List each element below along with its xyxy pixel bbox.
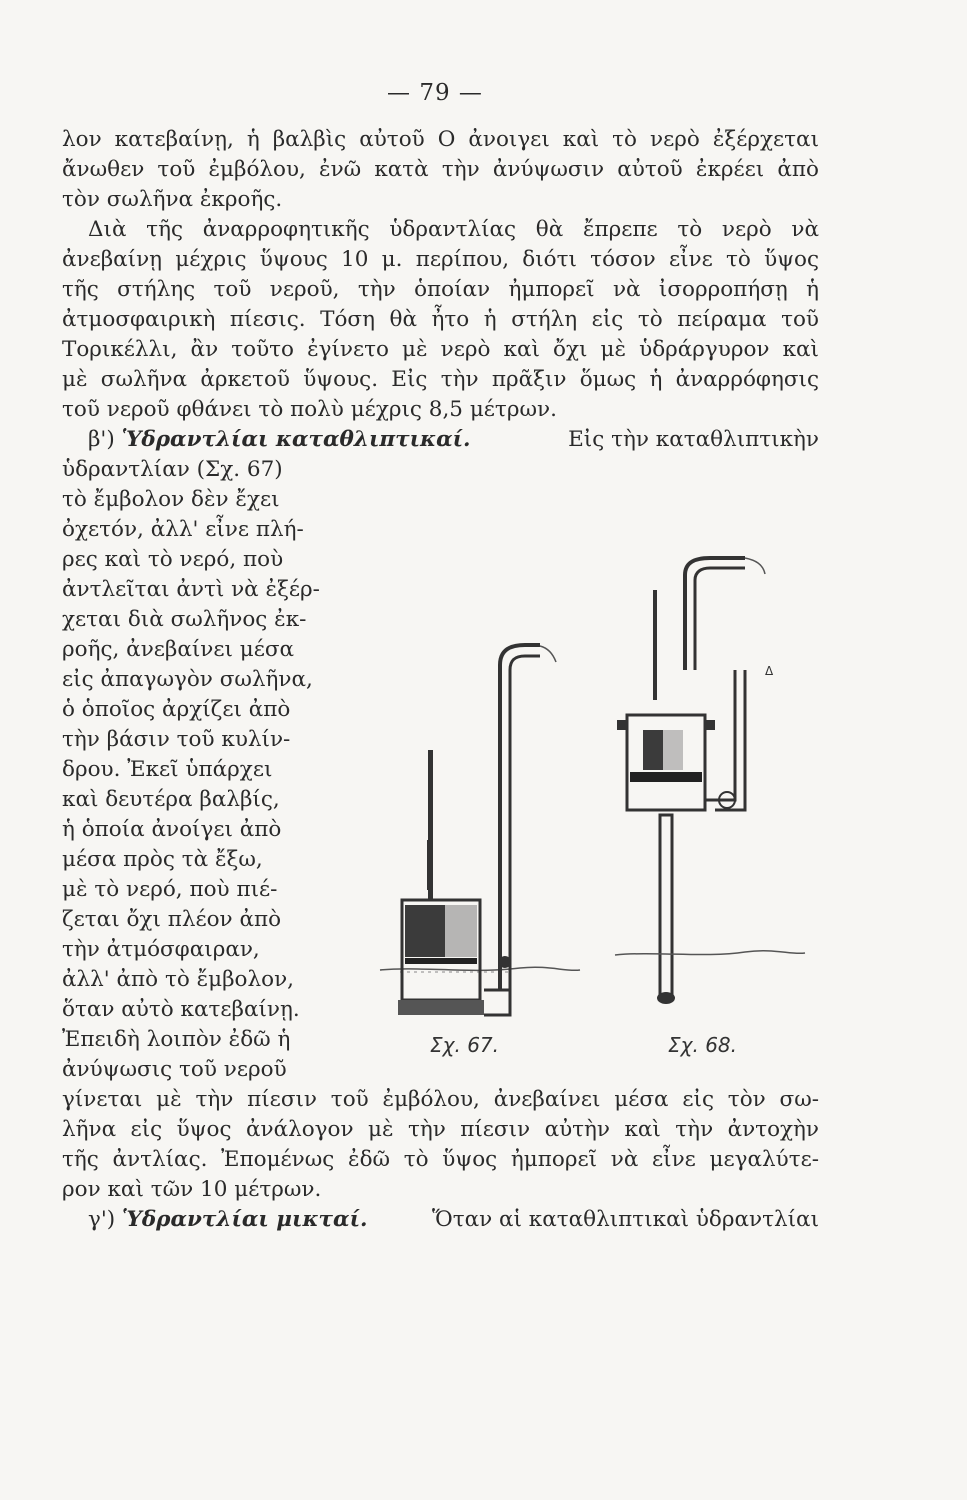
section-b-label: β') xyxy=(88,427,115,452)
text-line: Διὰ τῆς ἀναρροφητικῆς ὑδραντλίας θὰ ἔπρεπε τὸ νερὸ νὰ xyxy=(88,217,819,242)
text-line: εἰς ἀπαγωγὸν σωλῆνα, xyxy=(62,667,313,692)
figure-67-caption: Σχ. 67. xyxy=(430,1033,499,1057)
water-surface xyxy=(615,951,805,955)
suction-tube xyxy=(660,815,672,1000)
text-line: ζεται ὄχι πλέον ἀπὸ xyxy=(62,907,282,932)
text-line: τὸν σωλῆνα ἐκροῆς. xyxy=(62,187,283,212)
text-line: ὁ ὁποῖος ἀρχίζει ἀπὸ xyxy=(62,697,291,722)
text-line: ρες καὶ τὸ νερό, ποὺ xyxy=(62,547,284,572)
text-line: γίνεται μὲ τὴν πίεσιν τοῦ ἐμβόλου, ἀνεβαίνει μέσα εἰς τὸν σω- xyxy=(62,1087,819,1112)
figure-68-pump xyxy=(615,550,805,1030)
text-line: τῆς στήλης τοῦ νεροῦ, τὴν ὁποίαν ἠμπορεῖ νὰ ἰσορροπήσῃ ἡ xyxy=(62,277,819,302)
text-line: ἀνύψωσις τοῦ νεροῦ xyxy=(62,1057,287,1082)
text-line: τοῦ νεροῦ φθάνει τὸ πολὺ μέχρις 8,5 μέτρων. xyxy=(62,397,557,422)
delivery-valve xyxy=(499,956,511,968)
section-c-heading-line xyxy=(88,1205,819,1235)
figure-67-force-pump xyxy=(380,570,580,1050)
text-line: τὸ ἔμβολον δὲν ἔχει xyxy=(62,487,280,512)
section-c-label: γ') xyxy=(88,1207,116,1232)
text-line: ὀχετόν, ἀλλ' εἶνε πλή- xyxy=(62,517,304,542)
text-line: ἀντλεῖται ἀντὶ νὰ ἐξέρ- xyxy=(62,577,320,602)
text-line: ἀτμοσφαιρικὴ πίεσις. Τόση θὰ ἦτο ἡ στήλη εἰς τὸ πείραμα τοῦ xyxy=(62,307,819,332)
text-line: ροῆς, ἀνεβαίνει μέσα xyxy=(62,637,295,662)
page-number: — 79 — xyxy=(387,80,483,106)
piston xyxy=(630,772,702,782)
piston xyxy=(405,905,445,957)
text-line: ἀνεβαίνῃ μέχρις ὕψους 10 μ. περίπου, διότι τόσον εἶνε τὸ ὕψος xyxy=(62,247,819,272)
section-b-heading: Ὑδραντλίαι καταθλιπτικαί. xyxy=(121,427,471,452)
section-c-heading: Ὑδραντλίαι μικταί. xyxy=(122,1207,368,1232)
text-line: μὲ τὸ νερό, ποὺ πιέ- xyxy=(62,877,278,902)
text-line: ἀλλ' ἀπὸ τὸ ἔμβολον, xyxy=(62,967,294,992)
text-line: χεται διὰ σωλῆνος ἐκ- xyxy=(62,607,307,632)
section-c-text: Ὅταν αἱ καταθλιπτικαὶ ὑδραντλίαι xyxy=(431,1207,819,1232)
text-line: δρου. Ἐκεῖ ὑπάρχει xyxy=(62,757,273,782)
section-b-heading-line xyxy=(88,425,819,455)
figure-68-label: Δ xyxy=(765,664,774,678)
text-line: τῆς ἀντλίας. Ἐπομένως ἐδῶ τὸ ὕψος ἠμπορεῖ νὰ εἶνε μεγαλύτε- xyxy=(62,1147,819,1172)
figure-68-caption: Σχ. 68. xyxy=(668,1033,737,1057)
section-b-text: Εἰς τὴν καταθλιπτικὴν xyxy=(568,427,819,452)
text-line: καὶ δευτέρα βαλβίς, xyxy=(62,787,280,812)
text-line: τὴν βάσιν τοῦ κυλίν- xyxy=(62,727,291,752)
text-line: Ἐπειδὴ λοιπὸν ἐδῶ ἡ xyxy=(62,1027,291,1052)
text-line: λον κατεβαίνῃ, ἡ βαλβὶς αὐτοῦ Ο ἀνοιγει καὶ τὸ νερὸ ἐξέρχεται xyxy=(62,127,819,152)
text-line: Τορικέλλι, ἂν τοῦτο ἐγίνετο μὲ νερὸ καὶ ὄχι μὲ ὑδράργυρον καὶ xyxy=(62,337,819,362)
text-line: λῆνα εἰς ὕψος ἀνάλογον μὲ τὴν πίεσιν αὐτὴν καὶ τὴν ἀντοχὴν xyxy=(62,1117,819,1142)
delivery-pipe xyxy=(500,645,540,990)
text-line: ὅταν αὐτὸ κατεβαίνῃ. xyxy=(62,997,300,1022)
text-line: ἡ ὁποία ἀνοίγει ἀπὸ xyxy=(62,817,282,842)
text-line: ρον καὶ τῶν 10 μέτρων. xyxy=(62,1177,322,1202)
text-line: ἄνωθεν τοῦ ἐμβόλου, ἐνῶ κατὰ τὴν ἀνύψωσιν αὐτοῦ ἐκρέει ἀπὸ xyxy=(62,157,819,182)
text-line: μέσα πρὸς τὰ ἔξω, xyxy=(62,847,263,872)
text-line: μὲ σωλῆνα ἀρκετοῦ ὕψους. Εἰς τὴν πρᾶξιν ὅμως ἡ ἀναρρόφησις xyxy=(62,367,819,392)
text-line: ὑδραντλίαν (Σχ. 67) xyxy=(62,457,283,482)
text-line: τὴν ἀτμόσφαιραν, xyxy=(62,937,260,962)
piston-rod xyxy=(653,590,657,700)
